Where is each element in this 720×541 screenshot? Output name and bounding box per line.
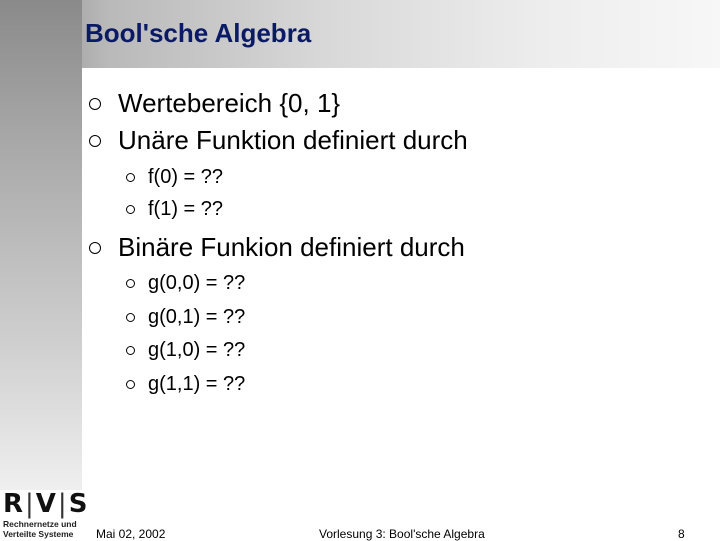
logo-letter: R bbox=[3, 489, 24, 519]
sub-bullet-text: g(0,0) = ?? bbox=[148, 272, 246, 294]
sub-bullet-text: g(1,1) = ?? bbox=[148, 373, 246, 395]
bullet-icon bbox=[126, 173, 135, 182]
sub-bullet-item bbox=[126, 339, 245, 362]
bullet-icon bbox=[126, 346, 135, 355]
slide-title: Bool'sche Algebra bbox=[85, 18, 312, 48]
logo-separator: | bbox=[25, 489, 34, 519]
bullet-text: Wertebereich {0, 1} bbox=[118, 88, 341, 118]
sub-bullet-text: f(1) = ?? bbox=[148, 198, 224, 220]
sub-bullet-item bbox=[126, 306, 245, 329]
sub-bullet-text: g(1,0) = ?? bbox=[148, 339, 246, 361]
bullet-item bbox=[89, 232, 465, 263]
rvs-logo bbox=[0, 489, 88, 540]
page-number: 8 bbox=[678, 527, 685, 541]
left-band bbox=[0, 0, 82, 490]
bullet-icon bbox=[89, 135, 101, 147]
sub-bullet-item bbox=[126, 166, 223, 189]
logo-mark bbox=[3, 489, 88, 519]
sub-bullet-text: g(0,1) = ?? bbox=[148, 306, 246, 328]
bullet-item bbox=[89, 88, 340, 119]
bullet-icon bbox=[126, 313, 135, 322]
logo-separator: | bbox=[57, 489, 67, 519]
logo-subtitle-line2: Verteilte Systeme bbox=[3, 529, 74, 539]
bullet-icon bbox=[89, 98, 101, 110]
sub-bullet-item bbox=[126, 272, 245, 295]
sub-bullet-text: f(0) = ?? bbox=[148, 166, 224, 188]
bullet-text: Unäre Funktion definiert durch bbox=[118, 125, 468, 155]
footer-title: Vorlesung 3: Bool'sche Algebra bbox=[319, 527, 485, 541]
logo-letter: V bbox=[35, 489, 56, 519]
bullet-item bbox=[89, 125, 468, 156]
bullet-text: Binäre Funkion definiert durch bbox=[118, 232, 465, 262]
bullet-icon bbox=[89, 242, 101, 254]
logo-subtitle-line1: Rechnernetze und bbox=[3, 519, 77, 529]
footer-date: Mai 02, 2002 bbox=[96, 527, 166, 541]
bullet-icon bbox=[126, 380, 135, 389]
sub-bullet-item bbox=[126, 198, 223, 221]
bullet-icon bbox=[126, 279, 135, 288]
sub-bullet-item bbox=[126, 373, 245, 396]
bullet-icon bbox=[126, 205, 135, 214]
logo-letter: S bbox=[68, 489, 88, 519]
